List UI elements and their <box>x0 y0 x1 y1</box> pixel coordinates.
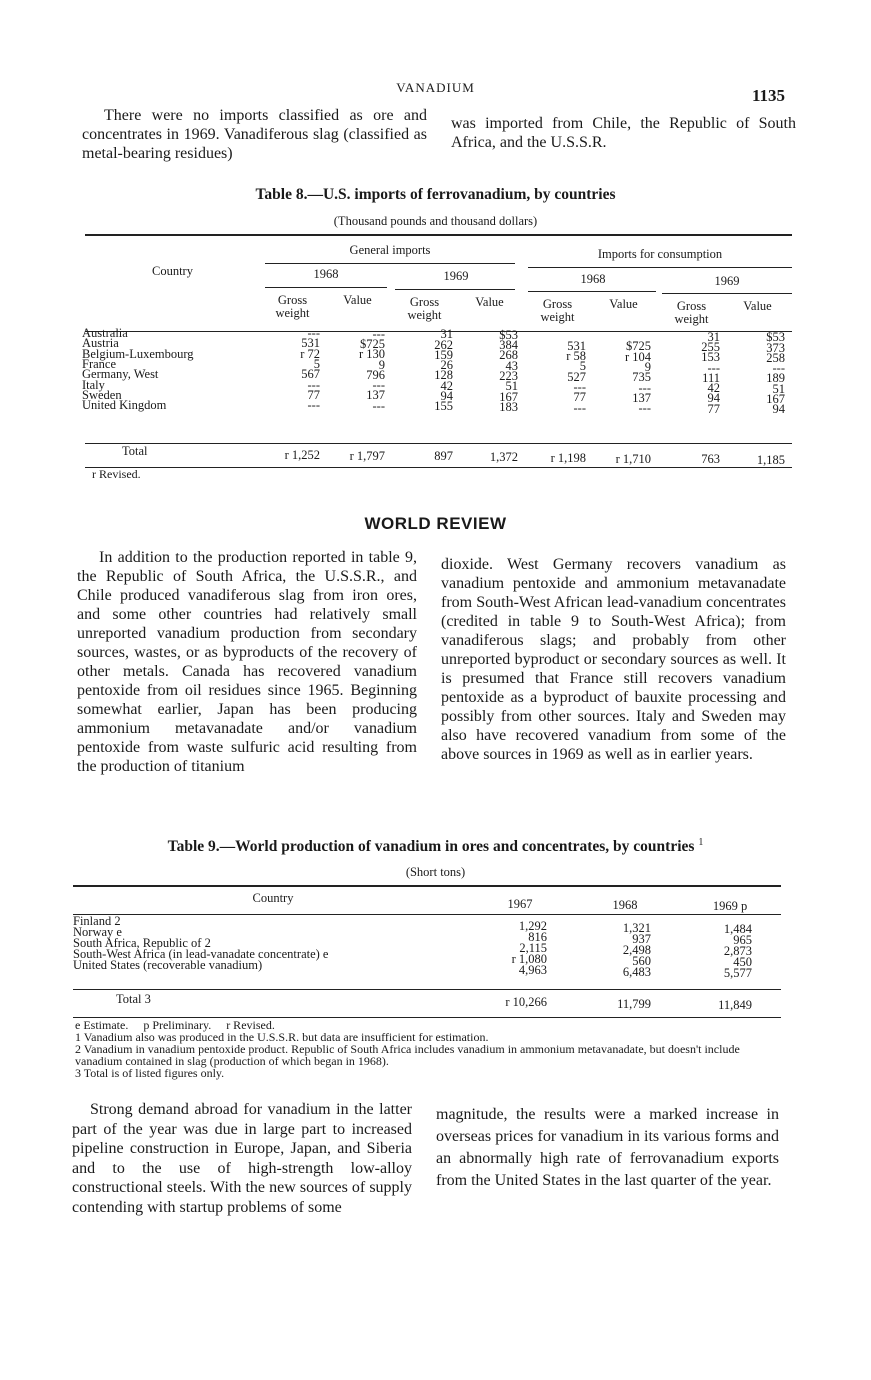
table-8-general-imports-header: General imports <box>349 243 431 257</box>
table-9-subtitle: (Short tons) <box>405 865 466 879</box>
table-8-value-cell: 94 <box>772 402 785 417</box>
table-8-value-cell: --- <box>372 378 385 393</box>
page-number: 1135 <box>752 86 786 105</box>
table-8-value-cell: 94 <box>707 391 720 406</box>
table-8-value-cell: --- <box>573 379 586 394</box>
table-8-consumption-rule <box>528 267 792 268</box>
table-8-value-cell: 567 <box>301 367 320 382</box>
table-8-value-cell: --- <box>307 377 320 392</box>
table-9-top-rule <box>73 885 781 887</box>
table-8-value-1: Value <box>343 293 372 307</box>
table-8-gross-weight-3: Gross weight <box>540 297 575 324</box>
table-8-value-cell: 167 <box>766 392 785 406</box>
table-8-country-header: Country <box>152 264 193 278</box>
table-8-value-cell: $53 <box>499 327 518 342</box>
table-8-value-cell: --- <box>772 361 785 376</box>
table-9-value-cell: 965 <box>733 933 752 947</box>
table-9-note-1: 1 Vanadium also was produced in the U.S.S.R. but data are insufficient for estimation. <box>75 1030 489 1044</box>
table-8-value-cell: 77 <box>707 401 720 416</box>
table-8-value-4: Value <box>743 299 772 313</box>
table-9-value-cell: 1,292 <box>518 919 547 933</box>
table-8-gross-weight-4: Gross weight <box>674 299 709 326</box>
table-8-rule-c <box>528 291 656 292</box>
table-8-value-cell: 527 <box>567 369 586 384</box>
table-8-total-value: 763 <box>701 452 720 467</box>
table-9-country-cell: Norway e <box>73 925 122 939</box>
table-9-value-cell: 6,483 <box>622 964 651 979</box>
table-9-title-footnote-mark: 1 <box>698 837 704 848</box>
table-8-bottom-rule <box>85 467 792 468</box>
table-8-value-cell: --- <box>307 398 320 413</box>
table-8-country-cell: Sweden <box>82 387 122 402</box>
table-8-year-1968-consumption: 1968 <box>580 272 606 286</box>
table-8-value-cell: 531 <box>301 336 320 351</box>
table-8-rule-d <box>662 293 792 294</box>
table-8-value-cell: 189 <box>766 371 785 386</box>
table-9-country-cell: Finland 2 <box>73 914 121 928</box>
world-review-right-text: dioxide. West Germany recovers vanadium as vanadium pentoxide and ammonium metavanadate from South-West African lead-vanadium concentrates (credited in table 9 to South-West Africa); from vanadiferous slags; and probably from other unreported byproduct or secondary sources as well. It is presumed that France still recovers vanadium pentoxide as a byproduct of bauxite processing and possibly from other sources. Italy and Sweden may also have recovered vanadium from some of the above sources in 1969 as well as in earlier years. <box>441 556 786 763</box>
table-9-country-cell: United States (recoverable vanadium) <box>73 958 263 972</box>
table-8-title: Table 8.—U.S. imports of ferrovanadium, by countries <box>255 186 616 203</box>
table-8-country-cell: United Kingdom <box>82 398 167 413</box>
table-8-value-cell: --- <box>307 326 320 340</box>
table-8-value-cell: 137 <box>632 390 651 405</box>
table-8-subtitle: (Thousand pounds and thousand dollars) <box>333 214 538 228</box>
closing-right-column <box>436 1104 779 1192</box>
closing-right-text: magnitude, the results were a marked increase in overseas prices for vanadium in its various forms and an abnormally high rate of ferrovanadium exports from the United States in the last quarter of the year. <box>436 1106 779 1189</box>
table-8-value-cell: 42 <box>707 381 720 396</box>
table-8-total-label: Total <box>122 444 148 458</box>
table-9-country-cell: South Africa, Republic of 2 <box>73 936 211 950</box>
table-8-value-cell: 155 <box>434 399 453 414</box>
table-8-total-value: 1,185 <box>756 452 785 467</box>
intro-left-column <box>82 106 427 163</box>
table-8-value-cell: 167 <box>499 389 518 404</box>
intro-right-text: was imported from Chile, the Republic of South Africa, and the U.S.S.R. <box>451 115 796 151</box>
table-9-value-cell: 2,115 <box>519 941 547 955</box>
table-9-value-cell: 4,963 <box>518 963 547 977</box>
table-8-value-cell: r 104 <box>624 349 651 364</box>
table-8-total-value: r 1,198 <box>550 450 586 465</box>
table-9-value-cell: 1,484 <box>723 922 752 936</box>
table-9-value-cell: 2,498 <box>622 942 651 957</box>
table-9-legend: e Estimate. p Preliminary. r Revised. <box>75 1018 275 1032</box>
table-8-value-cell: 5 <box>313 356 320 371</box>
table-9-header-bottom-rule <box>73 914 781 915</box>
table-8-value-cell: r 58 <box>566 349 586 363</box>
table-8-consumption-header: Imports for consumption <box>597 247 723 261</box>
table-9-total-value: r 10,266 <box>505 995 547 1009</box>
world-review-left-column <box>77 548 417 776</box>
table-8-footnote: r Revised. <box>92 467 141 481</box>
table-9-value-cell: 5,577 <box>723 966 752 980</box>
table-9-total-value: 11,799 <box>617 996 651 1011</box>
table-8-value-cell: $725 <box>360 336 385 351</box>
table-8-value-cell: 153 <box>701 350 720 365</box>
table-8-value-cell: 373 <box>766 340 785 355</box>
table-8-value-cell: r 72 <box>300 346 320 361</box>
table-8-country-cell: Belgium-Luxembourg <box>82 346 194 361</box>
table-9-value-cell: 450 <box>733 955 752 969</box>
table-8-value-cell: 183 <box>499 399 518 414</box>
table-8-top-rule <box>85 234 792 236</box>
table-8-value-cell: 137 <box>366 388 385 403</box>
table-8-value-cell: --- <box>372 326 385 341</box>
table-8-value-cell: 31 <box>440 327 453 342</box>
table-8-value-cell: 111 <box>702 370 720 385</box>
world-review-heading: WORLD REVIEW <box>364 514 507 533</box>
table-8-value-cell: 26 <box>440 358 453 373</box>
table-9-value-cell: r 1,080 <box>511 952 547 966</box>
table-8-value-cell: 223 <box>499 369 518 383</box>
table-8-value-cell: $53 <box>766 330 785 345</box>
table-9-title-wrap <box>0 837 871 856</box>
table-8-value-cell: 77 <box>307 387 320 402</box>
table-8-value-cell: 262 <box>434 337 453 352</box>
table-8-value-cell: --- <box>573 400 586 415</box>
table-8-value-cell: 128 <box>434 368 453 383</box>
table-8-value-cell: 77 <box>573 390 586 405</box>
table-8-total-value: r 1,797 <box>349 448 385 463</box>
running-header: VANADIUM <box>396 80 475 95</box>
table-9-title: Table 9.—World production of vanadium in ores and concentrates, by countries <box>167 838 695 856</box>
table-8-value-cell: $725 <box>626 339 651 354</box>
table-8-value-cell: 51 <box>505 379 518 394</box>
table-8-year-1968-general: 1968 <box>313 267 339 281</box>
table-8-value-cell: --- <box>372 398 385 413</box>
table-9-note-3: 3 Total is of listed figures only. <box>75 1066 225 1080</box>
table-8-total-value: 897 <box>434 449 453 464</box>
table-8-general-rule <box>265 263 515 264</box>
table-9-value-cell: 1,321 <box>622 920 651 935</box>
table-9-value-cell: 816 <box>528 930 547 944</box>
table-8-value-cell: 268 <box>499 348 518 363</box>
table-8-value-cell: --- <box>707 360 720 375</box>
table-8-value-cell: 735 <box>632 370 651 385</box>
table-8-value-cell: 384 <box>499 338 518 353</box>
world-review-left-text: In addition to the production reported in table 9, the Republic of South Africa, the U.S.S.R., and Chile produced vanadiferous slag from iron ores, and some other countries had relatively small unreported vanadium production from secondary sources, wastes, or as byproducts of the recovery of other metals. Canada has recovered vanadium pentoxide from oil residues since 1965. Beginning somewhat earlier, Japan has been producing ammonium metavanadate and/or vanadium pentoxide from waste sulfuric acid resulting from the production of titanium <box>77 549 417 775</box>
table-8-country-cell: Australia <box>82 326 128 340</box>
table-9-total-value: 11,849 <box>718 998 752 1012</box>
table-9-year-1969: 1969 p <box>712 899 748 913</box>
table-8-value-cell: 255 <box>701 339 720 354</box>
table-8-value-cell: 9 <box>644 359 651 374</box>
table-9-year-1968: 1968 <box>612 898 638 912</box>
table-9-note-2: 2 Vanadium in vanadium pentoxide product. Republic of South Africa includes vanadium in ammonium metavanadate, but doesn't include vanadium contained in slag (production of which began in 1968). <box>75 1042 740 1068</box>
table-9-country-header: Country <box>252 891 294 905</box>
table-8-year-1969-consumption: 1969 <box>714 274 740 288</box>
table-8-rule-b <box>395 289 515 290</box>
table-8-value-2: Value <box>475 295 504 309</box>
table-8-year-1969-general: 1969 <box>443 269 469 283</box>
table-8-total-value: 1,372 <box>489 450 518 465</box>
table-8-gross-weight-2: Gross weight <box>407 295 442 322</box>
table-8-value-3: Value <box>609 297 638 311</box>
table-9-value-cell: 937 <box>632 931 651 946</box>
table-8-value-cell: --- <box>638 401 651 416</box>
table-8-value-cell: 31 <box>707 329 720 344</box>
world-review-right-column <box>441 555 786 764</box>
table-8-value-cell: 51 <box>772 381 785 396</box>
table-8-value-cell: 531 <box>567 338 586 353</box>
table-8-value-cell: --- <box>638 380 651 395</box>
table-8-country-cell: Germany, West <box>82 367 159 382</box>
closing-left-column <box>72 1100 412 1217</box>
table-8-rule-a <box>265 287 387 288</box>
table-8-value-cell: 94 <box>440 389 453 403</box>
table-9-country-cell: South-West Africa (in lead-vanadate concentrate) e <box>73 947 329 961</box>
closing-left-text: Strong demand abroad for vanadium in the latter part of the year was due in large part to increased pipeline construction in Europe, Japan, and Siberia and to the use of high-strength low-alloy constructional steels. With the new sources of supply contending with startup problems of some <box>72 1101 412 1216</box>
table-8-value-cell: 43 <box>505 358 518 373</box>
table-8-value-cell: 9 <box>378 357 385 372</box>
table-8-value-cell: 159 <box>434 347 453 362</box>
table-9-total-label: Total 3 <box>116 992 151 1006</box>
table-8-country-cell: France <box>82 356 117 371</box>
table-8-value-cell: 796 <box>366 367 385 382</box>
table-8-total-value: r 1,252 <box>284 448 320 462</box>
table-8-country-cell: Italy <box>82 377 105 392</box>
table-8-value-cell: 42 <box>440 378 453 393</box>
table-9-value-cell: 560 <box>632 953 651 968</box>
table-8-total-rule <box>85 443 792 444</box>
table-8-value-cell: 258 <box>766 350 785 365</box>
table-9-value-cell: 2,873 <box>723 944 752 958</box>
table-8-value-cell: r 130 <box>358 347 385 362</box>
table-8-gross-weight-1: Gross weight <box>275 293 310 320</box>
table-9-year-1967: 1967 <box>507 897 533 911</box>
intro-left-text: There were no imports classified as ore and concentrates in 1969. Vanadiferous slag (classified as metal-bearing residues) <box>82 107 427 162</box>
intro-right-column <box>451 114 796 152</box>
table-8-total-value: r 1,710 <box>615 451 651 466</box>
table-8-country-cell: Austria <box>82 336 119 351</box>
table-9-total-rule <box>73 989 781 990</box>
table-8-value-cell: 5 <box>579 359 586 374</box>
